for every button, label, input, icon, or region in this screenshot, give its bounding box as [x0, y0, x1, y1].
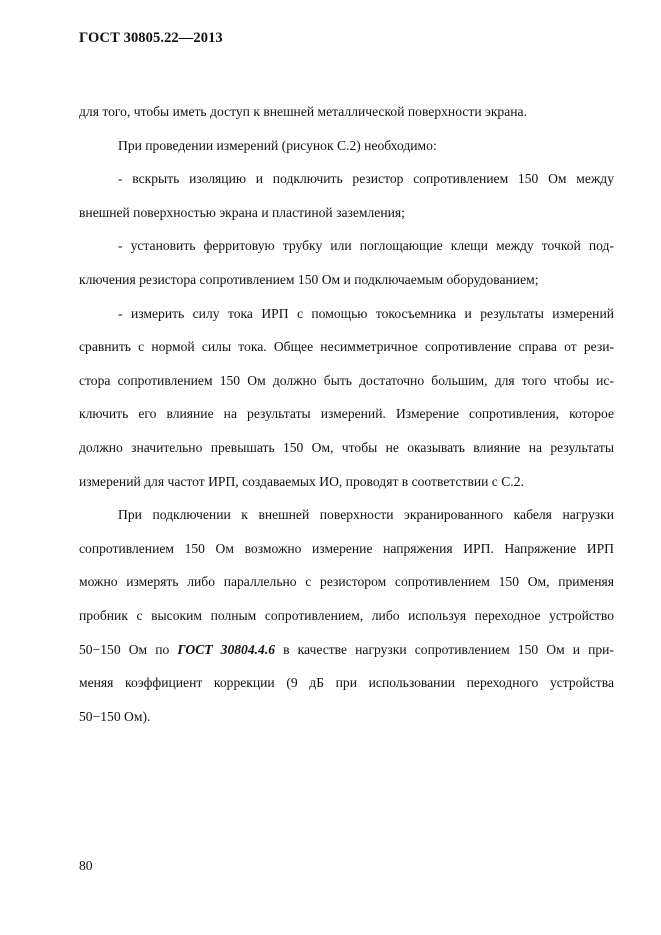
text-line: пробник с высоким полным сопротивлением, либо используя переходное устройство — [79, 607, 614, 623]
text-line: стора сопротивлением 150 Ом должно быть достаточно большим, для того чтобы ис- — [79, 372, 614, 388]
text-line: - установить ферритовую трубку или поглощающие клещи между точкой под- — [118, 238, 614, 254]
text-segment: 50−150 Ом по — [79, 641, 170, 657]
text-line: должно значительно превышать 150 Ом, чтобы не оказывать влияние на результаты — [79, 439, 614, 455]
document-code-header: ГОСТ 30805.22—2013 — [79, 30, 223, 46]
text-line: При проведении измерений (рисунок С.2) необходимо: — [118, 137, 437, 153]
text-line: - измерить силу тока ИРП с помощью токосъемника и результаты измерений — [118, 305, 614, 321]
text-line: измерений для частот ИРП, создаваемых ИО, проводят в соответствии с С.2. — [79, 473, 524, 489]
text-line: можно измерять либо параллельно с резистором сопротивлением 150 Ом, применяя — [79, 574, 614, 590]
page-number: 80 — [79, 858, 93, 873]
text-line: меняя коэффициент коррекции (9 дБ при использовании переходного устройства — [79, 675, 614, 691]
document-body — [79, 95, 614, 733]
text-line-with-reference — [79, 633, 614, 667]
text-line: ключить его влияние на результаты измерений. Измерение сопротивления, которое — [79, 406, 614, 422]
text-line: 50−150 Ом). — [79, 708, 151, 724]
standard-reference-link[interactable]: ГОСТ 30804.4.6 — [177, 641, 276, 657]
text-line: сравнить с нормой силы тока. Общее несимметричное сопротивление справа от рези- — [79, 339, 614, 355]
text-line: При подключении к внешней поверхности экранированного кабеля нагрузки — [118, 507, 614, 523]
text-line: ключения резистора сопротивлением 150 Ом и подключаемым оборудованием; — [79, 271, 539, 287]
text-segment: в качестве нагрузки сопротивлением 150 Ом и при- — [283, 641, 614, 657]
text-line: - вскрыть изоляцию и подключить резистор сопротивлением 150 Ом между — [118, 171, 614, 187]
text-line: для того, чтобы иметь доступ к внешней металлической поверхности экрана. — [79, 104, 527, 119]
text-line: внешней поверхностью экрана и пластиной заземления; — [79, 204, 405, 220]
text-line: сопротивлением 150 Ом возможно измерение напряжения ИРП. Напряжение ИРП — [79, 540, 614, 556]
